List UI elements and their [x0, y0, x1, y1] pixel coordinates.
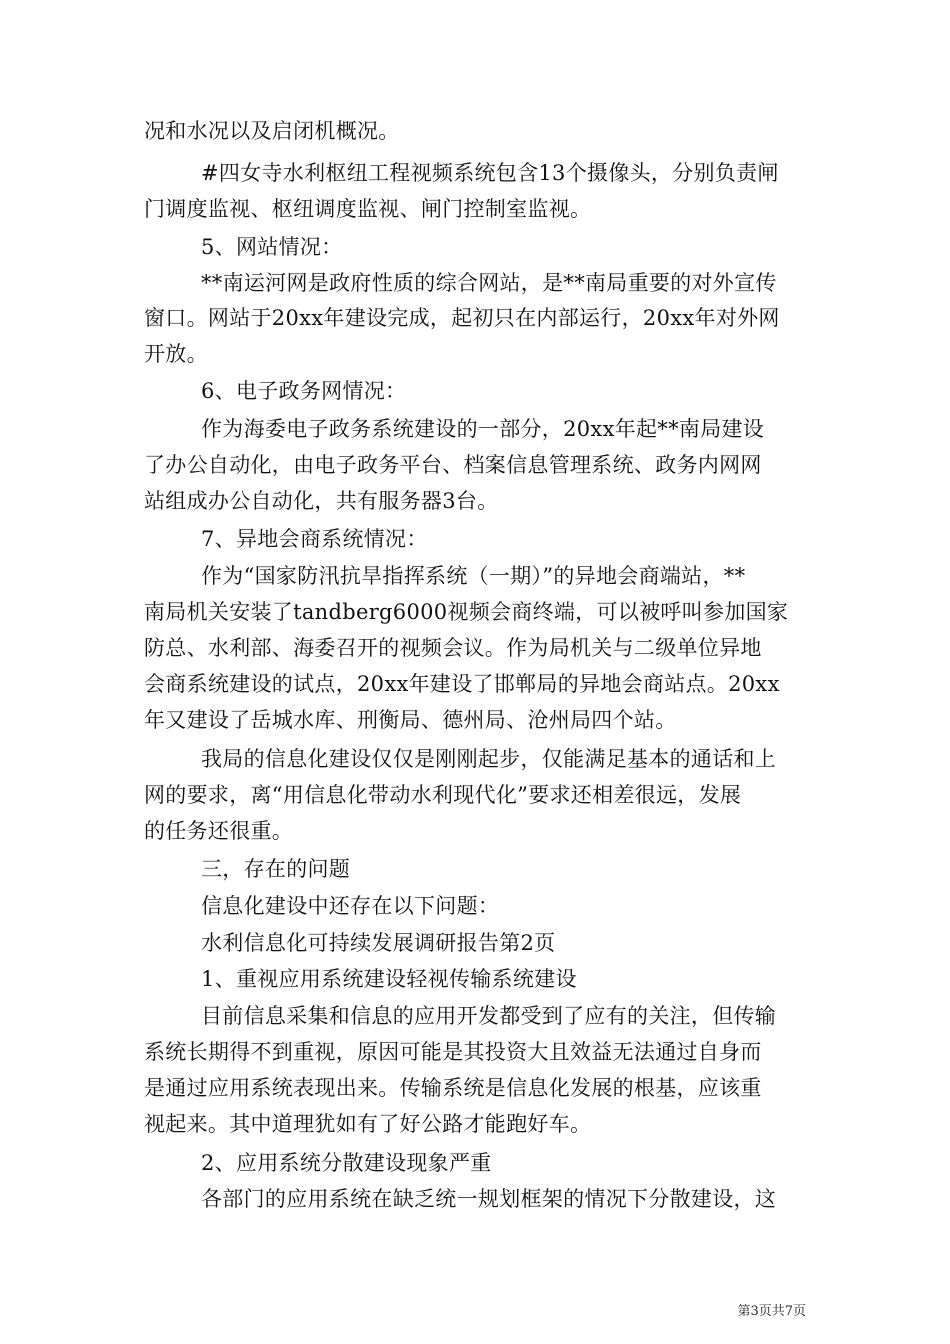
section-heading: 5、网站情况：	[201, 235, 343, 259]
paragraph-first-line: #四女寺水利枢纽工程视频系统包含13个摄像头，分别负责闸	[201, 161, 779, 185]
body-text-line: 况和水况以及启闭机概况。	[144, 119, 400, 143]
body-text-line: 开放。	[144, 342, 208, 366]
page-title-line: 水利信息化可持续发展调研报告第2页	[201, 931, 556, 955]
body-text-line: 窗口。网站于20xx年建设完成，起初只在内部运行，20xx年对外网	[144, 306, 780, 330]
body-text-line: 了办公自动化，由电子政务平台、档案信息管理系统、政务内网网	[144, 453, 762, 477]
paragraph-first-line: 目前信息采集和信息的应用开发都受到了应有的关注，但传输	[201, 1004, 777, 1028]
body-text-line: 系统长期得不到重视，原因可能是其投资大且效益无法通过自身而	[144, 1040, 762, 1064]
body-text-line: 会商系统建设的试点，20xx年建设了邯郸局的异地会商站点。20xx	[144, 672, 780, 696]
paragraph-first-line: 各部门的应用系统在缺乏统一规划框架的情况下分散建设，这	[201, 1187, 777, 1211]
body-text-line: 站组成办公自动化，共有服务器3台。	[144, 489, 499, 513]
paragraph-first-line: 作为海委电子政务系统建设的一部分，20xx年起**南局建设	[201, 417, 765, 441]
body-text-line: 网的要求，离“用信息化带动水利现代化”要求还相差很远，发展	[144, 783, 742, 807]
section-heading: 1、重视应用系统建设轻视传输系统建设	[201, 967, 577, 991]
page-number-footer: 第3页共7页	[737, 1304, 806, 1319]
body-text-line: 南局机关安装了tandberg6000视频会商终端，可以被呼叫参加国家	[144, 600, 789, 624]
paragraph-first-line: 作为“国家防汛抗旱指挥系统（一期）”的异地会商端站，**	[201, 564, 746, 588]
section-heading: 7、异地会商系统情况：	[201, 527, 428, 551]
section-heading: 6、电子政务网情况：	[201, 379, 407, 403]
section-heading: 三，存在的问题	[201, 857, 351, 881]
section-heading: 2、应用系统分散建设现象严重	[201, 1151, 492, 1175]
body-text-line: 年又建设了岳城水库、刑衡局、德州局、沧州局四个站。	[144, 708, 677, 732]
body-text-line: 的任务还很重。	[144, 819, 294, 843]
paragraph-first-line: **南运河网是政府性质的综合网站，是**南局重要的对外宣传	[201, 271, 777, 295]
body-text-line: 是通过应用系统表现出来。传输系统是信息化发展的根基，应该重	[144, 1076, 762, 1100]
paragraph-first-line: 我局的信息化建设仅仅是刚刚起步，仅能满足基本的通话和上	[201, 747, 777, 771]
body-text-line: 视起来。其中道理犹如有了好公路才能跑好车。	[144, 1112, 592, 1136]
paragraph-first-line: 信息化建设中还存在以下问题：	[201, 894, 500, 918]
body-text-line: 防总、水利部、海委召开的视频会议。作为局机关与二级单位异地	[144, 636, 762, 660]
body-text-line: 门调度监视、枢纽调度监视、闸门控制室监视。	[144, 197, 592, 221]
